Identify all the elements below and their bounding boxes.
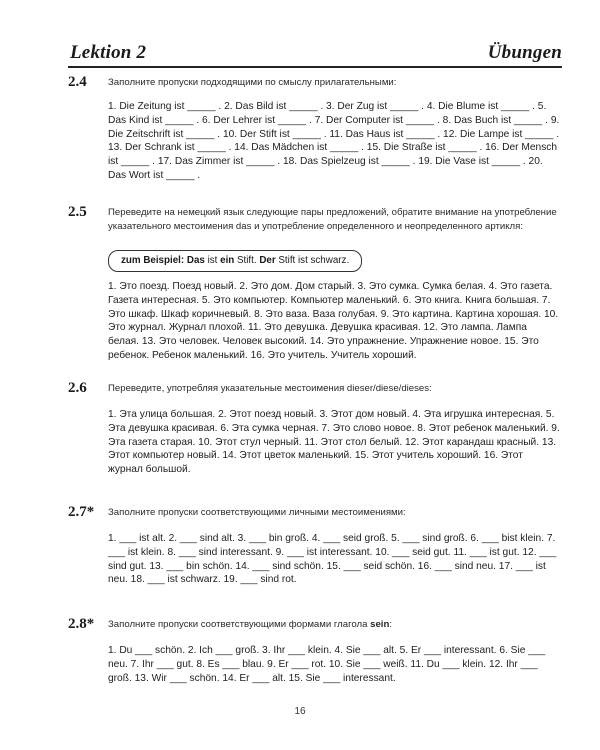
exercise-number: 2.5 [68, 204, 87, 220]
exercise-instruction: Заполните пропуски соответствующими формами глагола sein: [108, 619, 392, 630]
lesson-title: Lektion 2 [70, 42, 147, 63]
example-box: zum Beispiel: Das ist ein Stift. Der Stift ist schwarz. [108, 250, 362, 272]
page-number: 16 [294, 706, 306, 717]
exercise-text: 1. ___ ist alt. 2. ___ sind alt. 3. ___ bin groß. 4. ___ seid groß. 5. ___ sind groß. 6. ___ bist klein. 7. ___ ist klein. 8. ___ sind interessant. 9. ___ ist interessant. 10. ___ seid gut. 11. ___ ist gut. 12. ___ sind gut. 13. ___ bin schön. 14. ___ sind schön. 15. ___ seid schön. 16. ___ sind neu. 17. ___ ist neu. 18. ___ ist schwarz. 19. ___ sind rot. [108, 533, 557, 586]
exercise-instruction: Переведите на немецкий язык следующие пары предложений, обратите внимание на употребление указательного местоимения das и употребление определенного и неопределенного артикля: [108, 207, 557, 232]
exercise-instruction: Заполните пропуски соответствующими личными местоимениями: [108, 507, 406, 518]
exercise-text: 1. Du ___ schön. 2. Ich ___ groß. 3. Ihr ___ klein. 4. Sie ___ alt. 5. Er ___ interessant. 6. Sie ___ neu. 7. Ihr ___ gut. 8. Es ___ blau. 9. Er ___ rot. 10. Sie ___ weiß. 11. Du ___ klein. 12. Ihr ___ groß. 13. Wir ___ schön. 14. Er ___ alt. 15. Sie ___ interessant. [108, 645, 546, 684]
exercise-text: 1. Эта улица большая. 2. Этот поезд новый. 3. Этот дом новый. 4. Эта игрушка интересная. 5. Эта девушка красивая. 6. Эта сумка черная. 7. Это слово новое. 8. Этот ребенок маленький. 9. Эта газета старая. 10. Этот стул черный. 11. Этот стол белый. 12. Этот карандаш красный. 13. Этот компьютер новый. 14. Этот цветок маленький. 15. Этот учитель хороший. 16. Этот журнал большой. [108, 409, 560, 476]
exercise-number: 2.8* [68, 616, 95, 632]
exercise-number: 2.7* [68, 504, 95, 520]
exercise-instruction: Переведите, употребляя указательные местоимения dieser/diese/dieses: [108, 383, 432, 394]
exercise-number: 2.4 [68, 74, 87, 90]
exercise-text: 1. Это поезд. Поезд новый. 2. Это дом. Дом старый. 3. Это сумка. Сумка белая. 4. Это газета. Газета интересная. 5. Это компьютер. Компьютер маленький. 6. Это книга. Книга большая. 7. Это шкаф. Шкаф коричневый. 8. Это ваза. Ваза голубая. 9. Это картина. Картина хорошая. 10. Это журнал. Журнал плохой. 11. Это девушка. Девушка красивая. 12. Это лампа. Лампа белая. 13. Это человек. Человек высокий. 14. Это упражнение. Упражнение новое. 15. Это ребенок. Ребенок маленький. 16. Это учитель. Учитель хороший. [108, 281, 559, 361]
header-rule [68, 66, 562, 68]
exercise-number: 2.6 [68, 380, 87, 396]
exercise-instruction: Заполните пропуски подходящими по смыслу прилагательными: [108, 77, 397, 88]
exercise-text: 1. Die Zeitung ist _____ . 2. Das Bild ist _____ . 3. Der Zug ist _____ . 4. Die Blume ist _____ . 5. Das Kind ist _____ . 6. Der Lehrer ist _____ . 7. Der Computer ist _____ . 8. Das Buch ist _____ . 9. Die Zeitschrift ist _____ . 10. Der Stift ist _____ . 11. Das Haus ist _____ . 12. Die Lampe ist _____ . 13. Der Schrank ist _____ . 14. Das Mädchen ist _____ . 15. Die Straße ist _____ . 16. Der Mensch ist _____ . 17. Das Zimmer ist _____ . 18. Das Spielzeug ist _____ . 19. Die Vase ist _____ . 20. Das Wort ist _____ . [108, 101, 560, 181]
section-title: Übungen [487, 42, 562, 63]
